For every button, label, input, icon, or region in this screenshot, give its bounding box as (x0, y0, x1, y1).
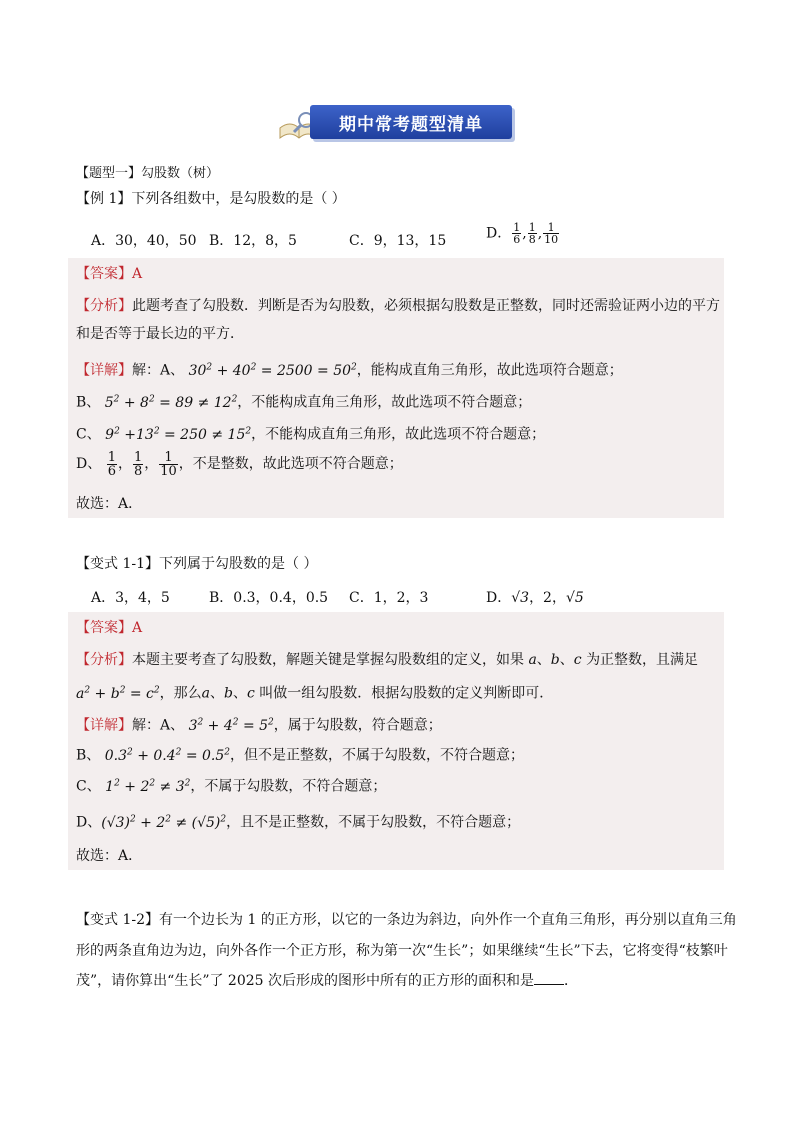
ex1-analysis-line-2: 和是否等于最长边的平方． (76, 326, 244, 342)
ex1-question: 下列各组数中，是勾股数的是（ ） (131, 191, 346, 207)
ex1-analysis-line-1 (76, 296, 720, 316)
ex1-question-line (76, 189, 346, 209)
v11-option-c: C．1，2，3 (349, 590, 429, 606)
v11-detail-c: C、 $1^2 + 2^2 \ne 3^2$，不属于勾股数，不符合题意； (76, 778, 387, 795)
v11-option-b: B．0.3，0.4，0.5 (209, 590, 329, 606)
ex1-analysis-label: 【分析】 (76, 298, 132, 314)
ex1-answer-value: A (132, 266, 143, 282)
ex1-analysis-text-1: 此题考查了勾股数．判断是否为勾股数，必须根据勾股数是正整数，同时还需验证两小边的平方 (132, 298, 720, 314)
ex1-option-a: A．30，40，50 (91, 233, 197, 249)
v12-line-1: 【变式 1-2】有一个边长为 1 的正方形，以它的一条边为斜边，向外作一个直角三角形，再分别以直角三角 (76, 912, 737, 928)
ex1-answer-label: 【答案】 (76, 266, 132, 282)
ex1-detail-a: 【详解】解：A、 $30^2 + 40^2 = 2500 = 50^2$，能构成直角三角形，故此选项符合题意； (76, 362, 623, 379)
answer-blank (534, 984, 564, 985)
v12-line-3: 茂”，请你算出“生长”了 2025 次后形成的图形中所有的正方形的面积和是 ． (76, 973, 578, 989)
ex1-option-d-prefix: D． (486, 225, 512, 242)
v11-question: 下列属于勾股数的是（ ） (159, 556, 318, 572)
header-banner (276, 100, 516, 148)
ex1-detail-c: C、 $9^2 +13^2 = 250 \ne 15^2$，不能构成直角三角形，故此选项不符合题意； (76, 426, 546, 443)
ex1-option-c: C．9，13，15 (349, 233, 447, 249)
section-title: 【题型一】勾股数（树） (76, 166, 220, 181)
ex1-conclusion: 故选：A． (76, 496, 143, 512)
v11-analysis-line-1: 【分析】本题主要考查了勾股数，解题关键是掌握勾股数组的定义，如果 a、b、c 为正整数，且满足 (76, 652, 699, 668)
v11-detail-d: D、$(√3)^2 + 2^2 \ne (√5)^2$，且不是正整数，不属于勾股数，不符合题意； (76, 814, 521, 831)
v11-detail-b: B、 $0.3^2 + 0.4^2 = 0.5^2$，但不是正整数，不属于勾股数，不符合题意； (76, 747, 525, 764)
v12-label: 【变式 1-2】 (76, 912, 159, 928)
v11-detail-a: 【详解】解：A、 $3^2 + 4^2 = 5^2$，属于勾股数，符合题意； (76, 717, 442, 734)
v11-analysis-line-2: $a^2 + b^2 = c^2$，那么a、b、c 叫做一组勾股数．根据勾股数的定义判断即可． (76, 685, 554, 702)
ex1-detail-label: 【详解】 (76, 362, 132, 379)
ex1-detail-d: D、 $\frac{1}{6}$ ， $\frac{1}{8}$ ， $\frac{1}{10}$ ，不是整数，故此选项不符合题意； (76, 449, 403, 479)
ex1-detail-b: B、 $5^2 + 8^2 = 89 \ne 12^2$，不能构成直角三角形，故此选项不符合题意； (76, 394, 532, 411)
ex1-answer (76, 264, 142, 284)
ex1-option-b: B．12，8，5 (209, 233, 297, 249)
v11-conclusion: 故选：A． (76, 848, 143, 864)
v12-line-2: 形的两条直角边为边，向外各作一个正方形，称为第一次“生长”；如果继续“生长”下去，它将变得“枝繁叶 (76, 943, 728, 959)
ex1-option-d: D． $\frac{1}{6}$ , $\frac{1}{8}$ , $\frac{1}{10}$ (486, 221, 559, 246)
v11-option-d: D．√3，2，√5 (486, 590, 584, 606)
v11-answer: 【答案】A (76, 620, 143, 636)
page-title: 期中常考题型清单 (339, 115, 483, 135)
v11-option-a: A．3，4，5 (91, 590, 170, 606)
ex1-label: 【例 1】 (76, 191, 132, 207)
v11-question-line (76, 554, 317, 574)
v11-label: 【变式 1-1】 (76, 556, 159, 572)
header-title-box (310, 105, 512, 139)
